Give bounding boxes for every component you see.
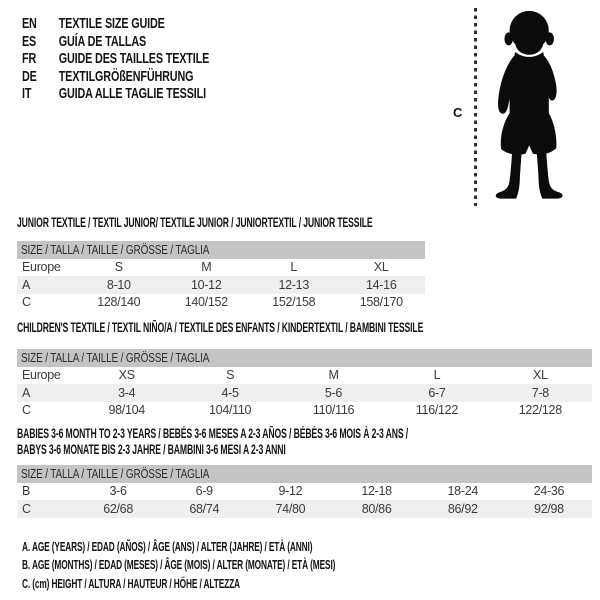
row-label: A — [22, 277, 31, 292]
row-label: B — [22, 484, 31, 499]
language-legend — [22, 15, 282, 103]
row-cells — [75, 260, 425, 274]
section-babies-textile — [17, 426, 592, 518]
size-cell: 110/116 — [312, 403, 355, 418]
table-row — [17, 294, 425, 312]
size-cell: 92/98 — [534, 501, 564, 516]
size-cell: 5-6 — [324, 385, 343, 400]
language-row — [22, 33, 209, 51]
language-text: GUIDE DES TAILLES TEXTILE — [58, 50, 210, 68]
size-table-header — [17, 349, 592, 367]
footnotes — [22, 538, 512, 593]
size-cell: 158/170 — [359, 295, 403, 310]
size-cell: 62/68 — [103, 501, 133, 516]
size-cell: S — [226, 368, 235, 383]
size-table-header — [17, 465, 592, 483]
table-row — [17, 402, 592, 420]
table-row — [17, 384, 592, 402]
size-cell: 7-8 — [531, 385, 549, 400]
language-code: ES — [22, 32, 37, 50]
size-cell: 18-24 — [447, 484, 479, 499]
row-label: C — [22, 403, 31, 418]
section-title: JUNIOR TEXTILE / TEXTIL JUNIOR/ TEXTILE JUNIOR / JUNIORTEXTIL / JUNIOR TESSILE — [17, 215, 373, 230]
size-cell: 140/152 — [184, 295, 228, 310]
size-cell: 104/110 — [209, 403, 252, 418]
table-row — [17, 500, 592, 518]
language-code: DE — [22, 67, 37, 85]
size-header-label: SIZE / TALLA / TAILLE / GRÖSSE / TAGLIA — [21, 466, 210, 481]
size-cell: 68/74 — [189, 501, 220, 516]
language-row — [22, 85, 209, 103]
size-cell: 98/104 — [108, 403, 145, 418]
size-cell: S — [114, 260, 123, 275]
size-table-header — [17, 241, 425, 259]
language-code: EN — [22, 15, 37, 33]
row-label: C — [22, 295, 31, 310]
size-cell: 6-9 — [195, 484, 213, 499]
size-header-label: SIZE / TALLA / TAILLE / GRÖSSE / TAGLIA — [21, 242, 210, 257]
table-rows — [17, 367, 592, 420]
size-cell: 10-12 — [191, 277, 222, 292]
row-label: A — [22, 385, 31, 400]
height-measure-label: C — [453, 105, 463, 120]
language-code: FR — [22, 50, 37, 68]
language-row — [22, 68, 209, 86]
size-cell: 122/128 — [518, 403, 562, 418]
size-cell: 116/122 — [415, 403, 458, 418]
size-table — [17, 241, 425, 311]
section-title: CHILDREN'S TEXTILE / TEXTIL NIÑO/A / TEXTILE DES ENFANTS / KINDERTEXTIL / BAMBINI TESSILE — [17, 320, 424, 335]
language-text: TEXTILGRÖßENFÜHRUNG — [58, 67, 194, 85]
size-cell: 8-10 — [106, 277, 131, 292]
size-cell: 3-4 — [118, 385, 136, 400]
size-cell: L — [290, 260, 298, 275]
size-cell: XL — [373, 260, 389, 275]
language-text: TEXTILE SIZE GUIDE — [58, 15, 165, 33]
footnote-line: A. AGE (YEARS) / EDAD (AÑOS) / ÂGE (ANS) / ALTER (JAHRE) / ETÀ (ANNI) — [22, 539, 313, 554]
size-cell: XL — [532, 368, 548, 383]
size-cell: 128/140 — [97, 295, 141, 310]
section-junior-textile — [17, 215, 425, 311]
row-label: Europe — [22, 260, 61, 275]
size-cell: M — [328, 368, 339, 383]
language-code: IT — [22, 85, 32, 103]
language-row — [22, 15, 209, 33]
row-cells — [75, 295, 425, 309]
row-cells — [75, 502, 592, 516]
size-header-label: SIZE / TALLA / TAILLE / GRÖSSE / TAGLIA — [21, 350, 210, 365]
size-cell: 9-12 — [278, 484, 303, 499]
size-cell: 3-6 — [109, 484, 127, 499]
size-cell: 6-7 — [428, 385, 446, 400]
row-cells — [75, 403, 592, 417]
language-text: GUÍA DE TALLAS — [58, 32, 147, 50]
row-label: Europe — [22, 368, 61, 383]
footnote-line: C. (cm) HEIGHT / ALTURA / HAUTEUR / HÖHE / ALTEZZA — [22, 575, 240, 591]
table-rows — [17, 259, 425, 312]
section-childrens-textile — [17, 320, 592, 419]
size-cell: 24-36 — [533, 484, 565, 499]
table-row — [17, 259, 425, 277]
size-cell: L — [433, 368, 441, 383]
size-cell: 86/92 — [447, 501, 478, 516]
table-rows — [17, 483, 592, 518]
row-label: C — [22, 501, 31, 516]
row-cells — [75, 386, 592, 400]
size-table — [17, 465, 592, 518]
section-title-line2: BABYS 3-6 MONATE BIS 2-3 JAHRE / BAMBINI 3-6 MESI A 2-3 ANNI — [17, 441, 286, 457]
size-table — [17, 349, 592, 419]
row-cells — [75, 368, 592, 382]
size-cell: 4-5 — [221, 385, 239, 400]
size-cell: M — [201, 260, 212, 275]
row-cells — [75, 278, 425, 292]
size-cell: 152/158 — [272, 295, 316, 310]
height-dashed-line — [474, 8, 477, 206]
table-row — [17, 483, 592, 501]
language-text: GUIDA ALLE TAGLIE TESSILI — [58, 85, 206, 103]
size-cell: XS — [118, 368, 135, 383]
table-row — [17, 367, 592, 385]
baby-silhouette-icon — [487, 9, 577, 207]
row-cells — [75, 484, 592, 498]
section-title: BABIES 3-6 MONTH TO 2-3 YEARS / BEBÉS 3-6 MESES A 2-3 AÑOS / BÉBÉS 3-6 MOIS À 2-3 ANS / — [17, 426, 409, 441]
table-row — [17, 276, 425, 294]
language-row — [22, 50, 209, 68]
footnote-line: B. AGE (MONTHS) / EDAD (MESES) / ÂGE (MOIS) / ALTER (MONATE) / ETÀ (MESI) — [22, 557, 336, 573]
size-cell: 12-13 — [278, 277, 309, 292]
size-cell: 14-16 — [366, 277, 397, 292]
size-cell: 74/80 — [275, 501, 306, 516]
size-cell: 80/86 — [361, 501, 392, 516]
size-cell: 12-18 — [361, 484, 392, 499]
